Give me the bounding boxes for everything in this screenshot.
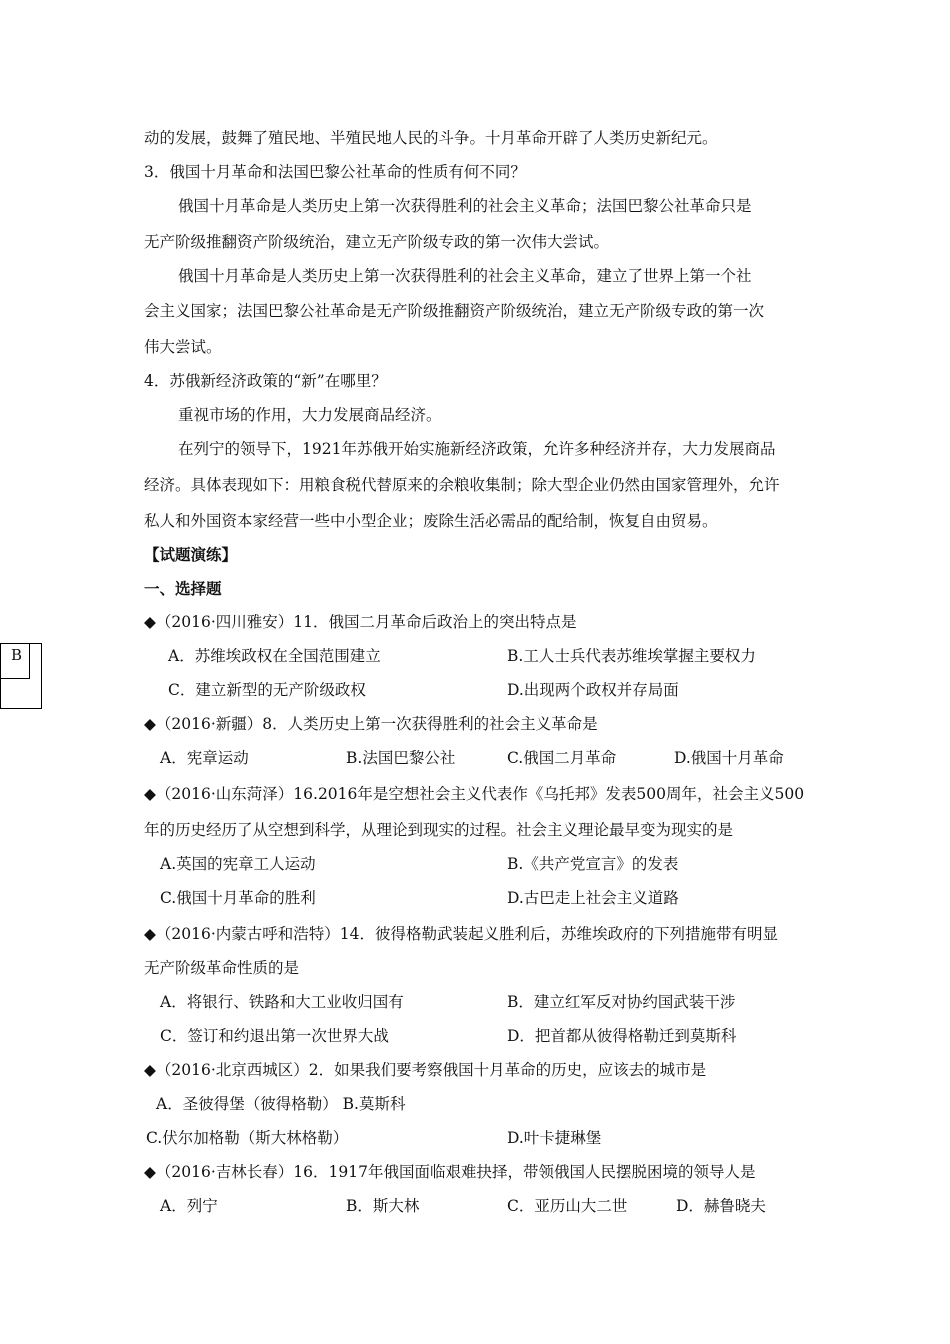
option-a: A．将银行、铁路和大工业收归国有 — [160, 993, 404, 1011]
question-stem: ◆（2016·吉林长春）16．1917年俄国面临艰难抉择，带领俄国人民摆脱困境的领导人是 — [144, 1163, 756, 1181]
text-line: 无产阶级推翻资产阶级统治，建立无产阶级专政的第一次伟大尝试。 — [144, 233, 610, 251]
text-line: 经济。具体表现如下：用粮食税代替原来的余粮收集制；除大型企业仍然由国家管理外，允许 — [144, 476, 780, 494]
question-heading: 4．苏俄新经济政策的“新”在哪里？ — [144, 372, 387, 390]
text-line: 俄国十月革命是人类历史上第一次获得胜利的社会主义革命，建立了世界上第一个社 — [178, 267, 752, 285]
text-line: 私人和外国资本家经营一些中小型企业；废除生活必需品的配给制，恢复自由贸易。 — [144, 512, 718, 530]
option-d: D.俄国十月革命 — [674, 749, 784, 767]
question-stem-continued: 年的历史经历了从空想到科学，从理论到现实的过程。社会主义理论最早变为现实的是 — [144, 821, 734, 839]
option-d: D．把首都从彼得格勒迁到莫斯科 — [507, 1027, 737, 1045]
question-stem: ◆（2016·新疆）8．人类历史上第一次获得胜利的社会主义革命是 — [144, 715, 598, 733]
option-b: B．建立红军反对协约国武装干涉 — [507, 993, 736, 1011]
option-c: C．建立新型的无产阶级政权 — [168, 681, 366, 699]
option-c: C.伏尔加格勒（斯大林格勒） — [146, 1129, 349, 1147]
question-stem: ◆（2016·山东菏泽）16.2016年是空想社会主义代表作《乌托邦》发表500周年，社会主义500 — [144, 785, 805, 803]
option-a: A.英国的宪章工人运动 — [160, 855, 316, 873]
option-d: D.叶卡捷琳堡 — [507, 1129, 602, 1147]
question-stem-continued: 无产阶级革命性质的是 — [144, 959, 300, 977]
question-stem: ◆（2016·四川雅安）11．俄国二月革命后政治上的突出特点是 — [144, 613, 577, 631]
text-line: 动的发展，鼓舞了殖民地、半殖民地人民的斗争。十月革命开辟了人类历史新纪元。 — [144, 129, 718, 147]
section-title: 【试题演练】 — [144, 545, 238, 564]
option-c: C.俄国二月革命 — [507, 749, 617, 767]
option-a: A．列宁 — [160, 1197, 218, 1215]
option-d: D.出现两个政权并存局面 — [507, 681, 679, 699]
text-line: 会主义国家；法国巴黎公社革命是无产阶级推翻资产阶级统治，建立无产阶级专政的第一次 — [144, 302, 765, 320]
question-stem: ◆（2016·内蒙古呼和浩特）14．彼得格勒武装起义胜利后，苏维埃政府的下列措施带有明显 — [144, 925, 779, 943]
option-b: B.法国巴黎公社 — [346, 749, 456, 767]
question-stem: ◆（2016·北京西城区）2．如果我们要考察俄国十月革命的历史，应该去的城市是 — [144, 1061, 707, 1079]
option-c: C．亚历山大二世 — [507, 1197, 628, 1215]
question-heading: 3．俄国十月革命和法国巴黎公社革命的性质有何不同？ — [144, 163, 526, 181]
text-line: 在列宁的领导下，1921年苏俄开始实施新经济政策，允许多种经济并存，大力发展商品 — [178, 440, 776, 458]
option-ab: A．圣彼得堡（彼得格勒） B.莫斯科 — [156, 1095, 406, 1113]
option-c: C.俄国十月革命的胜利 — [160, 889, 316, 907]
answer-label: B — [11, 646, 23, 664]
text-line: 俄国十月革命是人类历史上第一次获得胜利的社会主义革命；法国巴黎公社革命只是 — [178, 197, 752, 215]
option-c: C．签订和约退出第一次世界大战 — [160, 1027, 389, 1045]
option-d: D．赫鲁晓夫 — [676, 1197, 766, 1215]
option-b: B．斯大林 — [346, 1197, 420, 1215]
subsection-title: 一、选择题 — [144, 579, 222, 598]
text-line: 重视市场的作用，大力发展商品经济。 — [178, 406, 442, 424]
text-line: 伟大尝试。 — [144, 338, 222, 356]
option-a: A．苏维埃政权在全国范围建立 — [168, 647, 381, 665]
option-b: B.工人士兵代表苏维埃掌握主要权力 — [507, 647, 756, 665]
option-a: A．宪章运动 — [160, 749, 249, 767]
option-b: B.《共产党宣言》的发表 — [507, 855, 679, 873]
answer-box — [0, 643, 30, 679]
option-d: D.古巴走上社会主义道路 — [507, 889, 679, 907]
